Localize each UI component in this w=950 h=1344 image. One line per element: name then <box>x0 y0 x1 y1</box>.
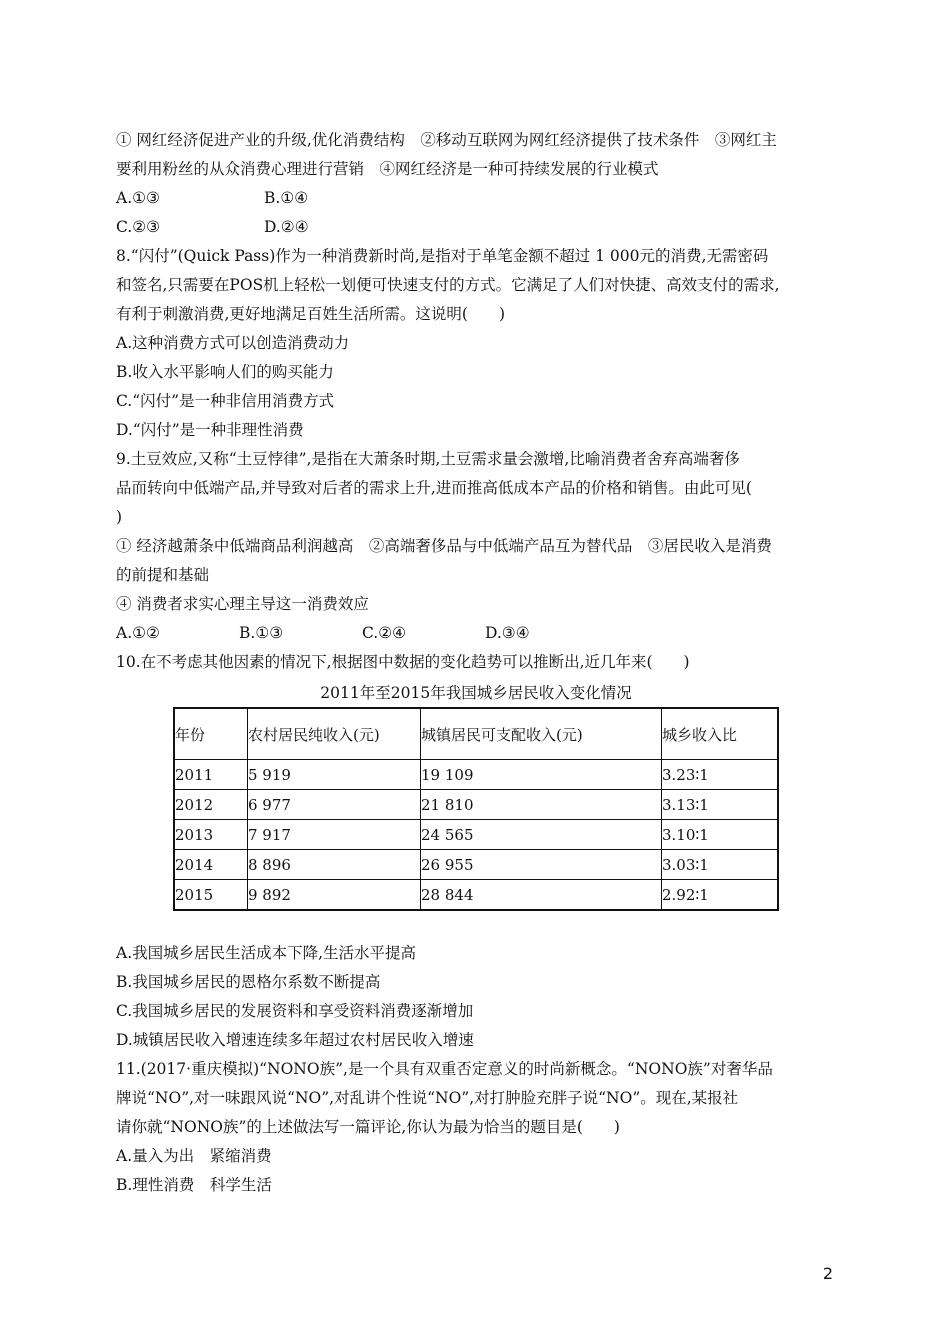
table-row <box>174 760 778 790</box>
q9-block <box>116 445 836 648</box>
header-ratio: 城乡收入比 <box>662 708 779 760</box>
q9-options-row <box>116 619 836 648</box>
cell-urban-income: 26 955 <box>421 850 662 880</box>
cell-urban-income: 24 565 <box>421 820 662 850</box>
q11-stem: 11.(2017·重庆模拟)“NONO族”,是一个具有双重否定意义的时尚新概念。“NONO族”对奢华品 <box>116 1060 773 1078</box>
q9-stem: 9.土豆效应,又称“土豆悖律”,是指在大萧条时期,土豆需求量会激增,比喻消费者舍弃高端奢侈 <box>116 450 740 468</box>
cell-urban-income: 28 844 <box>421 880 662 911</box>
q9-stem: ) <box>116 508 123 526</box>
cell-ratio: 3.23∶1 <box>662 760 779 790</box>
page-number: 2 <box>822 1264 833 1283</box>
table-title: 2011年至2015年我国城乡居民收入变化情况 <box>320 684 632 702</box>
cell-rural-income: 6 977 <box>248 790 421 820</box>
q8-stem: 有利于刺激消费,更好地满足百姓生活所需。这说明( ) <box>116 305 506 323</box>
table-row <box>174 880 778 911</box>
q9-stem: 品而转向中低端产品,并导致对后者的需求上升,进而推高低成本产品的价格和销售。由此可见( <box>116 479 752 497</box>
table-row <box>174 790 778 820</box>
header-rural-income: 农村居民纯收入(元) <box>248 708 421 760</box>
table-header-row <box>174 708 778 760</box>
cell-rural-income: 5 919 <box>248 760 421 790</box>
q7-option-a: A.①③ <box>116 189 160 207</box>
q7-options-row <box>116 184 836 213</box>
header-year: 年份 <box>174 708 248 760</box>
q8-block <box>116 242 836 445</box>
q7-options-row <box>116 213 836 242</box>
q8-stem: 8.“闪付”(Quick Pass)作为一种消费新时尚,是指对于单笔金额不超过 1 000元的消费,无需密码 <box>116 247 769 265</box>
q9-statement: 的前提和基础 <box>116 566 210 584</box>
q8-stem: 和签名,只需要在POS机上轻松一划便可快速支付的方式。它满足了人们对快捷、高效支付的需求, <box>116 276 780 294</box>
cell-urban-income: 19 109 <box>421 760 662 790</box>
q11-option-b: B.理性消费 科学生活 <box>116 1176 272 1194</box>
q8-option-c: C.“闪付”是一种非信用消费方式 <box>116 392 335 410</box>
income-table <box>173 707 779 911</box>
q10-stem: 10.在不考虑其他因素的情况下,根据图中数据的变化趋势可以推断出,近几年来( ) <box>116 653 690 671</box>
cell-rural-income: 8 896 <box>248 850 421 880</box>
q7-option-c: C.②③ <box>116 218 161 236</box>
cell-ratio: 3.13∶1 <box>662 790 779 820</box>
q11-block <box>116 1055 836 1200</box>
cell-year: 2013 <box>174 820 248 850</box>
q11-option-a: A.量入为出 紧缩消费 <box>116 1147 272 1165</box>
q9-option-c: C.②④ <box>362 624 407 642</box>
document-page <box>116 126 836 1200</box>
q7-statement: ① 网红经济促进产业的升级,优化消费结构 ②移动互联网为网红经济提供了技术条件 ③网红主 <box>116 131 777 149</box>
cell-year: 2012 <box>174 790 248 820</box>
q9-option-a: A.①② <box>116 624 160 642</box>
cell-year: 2015 <box>174 880 248 911</box>
q10-option-a: A.我国城乡居民生活成本下降,生活水平提高 <box>116 944 417 962</box>
q10-option-d: D.城镇居民收入增速连续多年超过农村居民收入增速 <box>116 1031 474 1049</box>
table-row <box>174 850 778 880</box>
q9-option-b: B.①③ <box>239 624 284 642</box>
cell-urban-income: 21 810 <box>421 790 662 820</box>
cell-rural-income: 7 917 <box>248 820 421 850</box>
header-urban-income: 城镇居民可支配收入(元) <box>421 708 662 760</box>
cell-rural-income: 9 892 <box>248 880 421 911</box>
cell-ratio: 3.10∶1 <box>662 820 779 850</box>
cell-year: 2011 <box>174 760 248 790</box>
q9-option-d: D.③④ <box>485 624 530 642</box>
q10-option-b: B.我国城乡居民的恩格尔系数不断提高 <box>116 973 381 991</box>
q9-statement: ④ 消费者求实心理主导这一消费效应 <box>116 595 369 613</box>
q8-option-d: D.“闪付”是一种非理性消费 <box>116 421 304 439</box>
q7-option-d: D.②④ <box>264 218 309 236</box>
q7-option-b: B.①④ <box>264 189 309 207</box>
q7-block <box>116 126 836 242</box>
q10-block <box>116 648 836 1055</box>
q10-option-c: C.我国城乡居民的发展资料和享受资料消费逐渐增加 <box>116 1002 474 1020</box>
q8-option-b: B.收入水平影响人们的购买能力 <box>116 363 334 381</box>
q11-stem: 牌说“NO”,对一味跟风说“NO”,对乱讲个性说“NO”,对打肿脸充胖子说“NO”。现在,某报社 <box>116 1089 739 1107</box>
q7-statement: 要利用粉丝的从众消费心理进行营销 ④网红经济是一种可持续发展的行业模式 <box>116 160 659 178</box>
q11-stem: 请你就“NONO族”的上述做法写一篇评论,你认为最为恰当的题目是( ) <box>116 1118 620 1136</box>
cell-year: 2014 <box>174 850 248 880</box>
cell-ratio: 3.03∶1 <box>662 850 779 880</box>
q9-statement: ① 经济越萧条中低端商品利润越高 ②高端奢侈品与中低端产品互为替代品 ③居民收入是消费 <box>116 537 772 555</box>
cell-ratio: 2.92∶1 <box>662 880 779 911</box>
table-row <box>174 820 778 850</box>
q8-option-a: A.这种消费方式可以创造消费动力 <box>116 334 350 352</box>
